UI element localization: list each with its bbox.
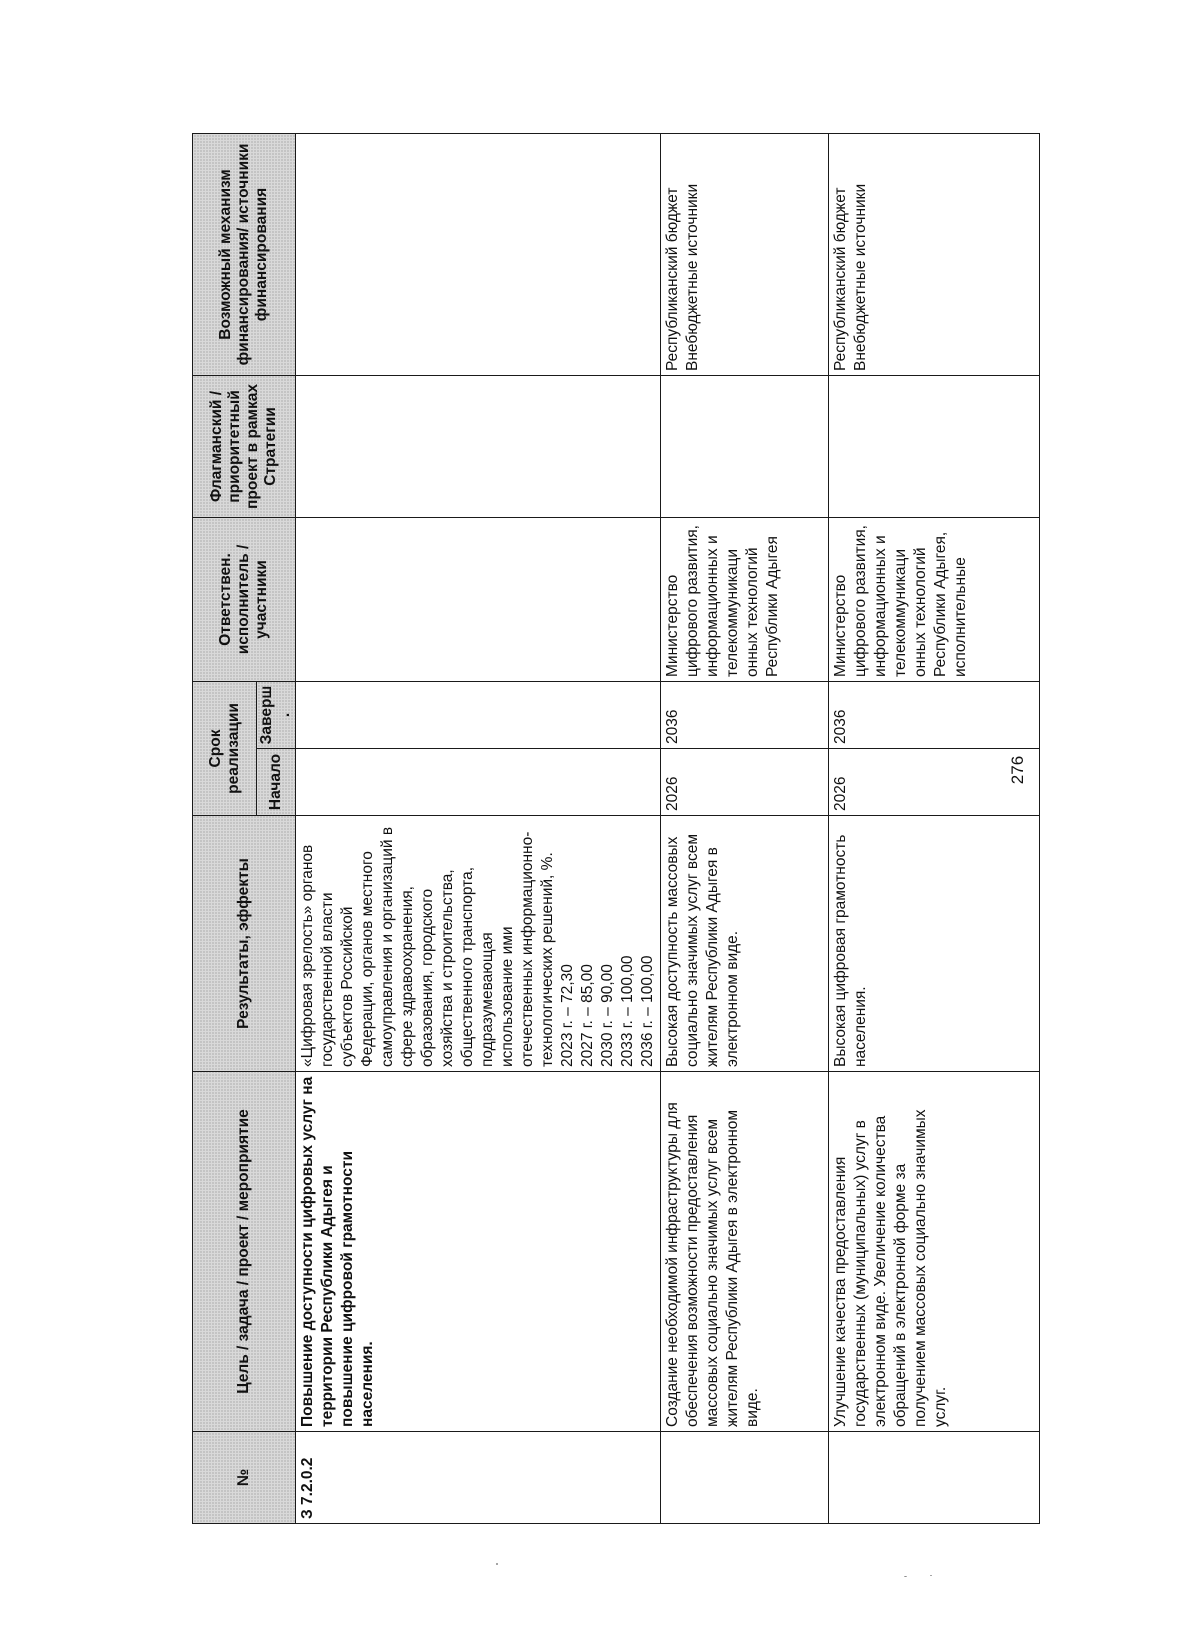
row-responsible: Министерство цифрового развития, информационных и телекоммуникаци онных технологий Республики Адыгея: [661, 517, 829, 681]
header-flagship: Флагманский / приоритетный проект в рамках Стратегии: [193, 375, 296, 517]
table-row: [829, 133, 1040, 1523]
scan-speck: [904, 1576, 907, 1577]
page-number: 276: [1008, 755, 1027, 785]
row-end: 2036: [829, 681, 1040, 748]
table-row: [296, 133, 661, 1523]
row-flagship: [829, 375, 1040, 517]
row-responsible: [296, 517, 661, 681]
results-year-value: 2023 г. – 72,30: [559, 964, 576, 1067]
row-end: 2036: [661, 681, 829, 748]
row-results: Высокая доступность массовых социально значимых услуг всем жителям Республики Адыгея в электронном виде.: [661, 816, 829, 1072]
scan-speck: [496, 1563, 498, 1565]
results-text: «Цифровая зрелость» органов государственной власти субъектов Российской Федерации, органов местного самоуправления и организаций в сфере здравоохранения, образования, городского хозяйства и строительства, общественного транспорта, подразумевающая использование ими отечественных информационно-технологических решений, %.: [299, 826, 556, 1067]
row-funding: [296, 133, 661, 375]
row-goal: Повышение доступности цифровых услуг на территории Республики Адыгея и повышение цифровой грамотности населения.: [296, 1072, 661, 1432]
header-start: Начало: [257, 749, 296, 816]
row-num: [829, 1432, 1040, 1524]
row-flagship: [296, 375, 661, 517]
header-results: Результаты, эффекты: [193, 816, 296, 1072]
header-funding: Возможный механизм финансирования/ источники финансирования: [193, 133, 296, 375]
scan-speck: [930, 1575, 932, 1576]
results-year-value: 2036 г. – 100,00: [639, 955, 656, 1067]
row-results: [296, 816, 661, 1072]
row-funding: Республиканский бюджет Внебюджетные источники: [661, 133, 829, 375]
row-flagship: [661, 375, 829, 517]
strategy-table: [192, 133, 1040, 1524]
row-start: 2026: [661, 749, 829, 816]
row-start: [296, 749, 661, 816]
row-num: [661, 1432, 829, 1524]
row-end: [296, 681, 661, 748]
row-start: 2026: [829, 749, 1040, 816]
rotated-table-page: [192, 134, 1040, 1524]
header-num: №: [193, 1432, 296, 1524]
row-results: Высокая цифровая грамотность населения.: [829, 816, 1040, 1072]
row-goal: Создание необходимой инфраструктуры для обеспечения возможности предоставления массовых социально значимых услуг всем жителям Республики Адыгея в электронном виде.: [661, 1072, 829, 1432]
header-end: Заверш.: [257, 681, 296, 748]
table-row: [661, 133, 829, 1523]
results-year-value: 2027 г. – 85,00: [579, 964, 596, 1067]
header-responsible: Ответствен. исполнитель / участники: [193, 517, 296, 681]
header-term: Срок реализации: [193, 681, 257, 815]
header-goal: Цель / задача / проект / мероприятие: [193, 1072, 296, 1432]
results-year-value: 2030 г. – 90,00: [599, 964, 616, 1067]
row-num: З 7.2.0.2: [296, 1432, 661, 1524]
results-year-value: 2033 г. – 100,00: [619, 955, 636, 1067]
row-goal: Улучшение качества предоставления государственных (муниципальных) услуг в электронном виде. Увеличение количества обращений в электронной форме за получением массовых социально значимых услуг.: [829, 1072, 1040, 1432]
row-funding: Республиканский бюджет Внебюджетные источники: [829, 133, 1040, 375]
row-responsible: Министерство цифрового развития, информационных и телекоммуникаци онных технологий Республики Адыгея, исполнительные: [829, 517, 1040, 681]
